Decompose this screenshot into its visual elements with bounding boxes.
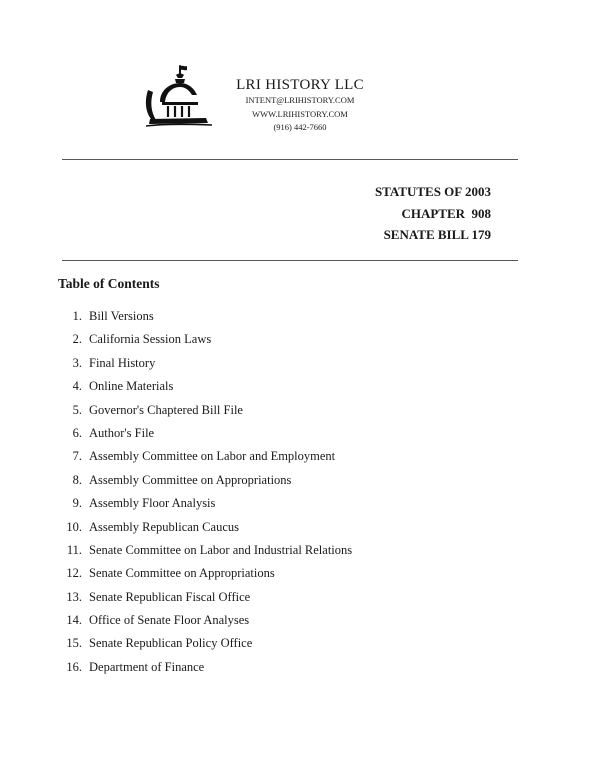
statute-bill: SENATE BILL 179 bbox=[383, 227, 491, 242]
toc-item bbox=[60, 635, 352, 658]
toc-item-label: Assembly Floor Analysis bbox=[89, 496, 216, 511]
toc-item-label: Assembly Committee on Labor and Employment bbox=[89, 449, 336, 464]
toc-item bbox=[60, 331, 352, 354]
toc-item-label: California Session Laws bbox=[89, 332, 212, 347]
toc-item-number: 5. bbox=[72, 402, 82, 417]
toc-item bbox=[60, 378, 352, 401]
toc-item-number: 1. bbox=[72, 309, 82, 323]
statute-year: STATUTES OF 2003 bbox=[374, 184, 491, 199]
toc-item-label: Senate Republican Fiscal Office bbox=[89, 589, 251, 604]
toc-item-number: 2. bbox=[72, 332, 82, 347]
toc-item-label: Online Materials bbox=[89, 379, 174, 394]
toc-item-number: 15. bbox=[66, 636, 82, 651]
toc-item bbox=[60, 519, 352, 542]
toc-item-number: 7. bbox=[72, 449, 82, 464]
statute-block bbox=[375, 181, 491, 246]
toc-item-number: 13. bbox=[66, 589, 82, 604]
divider-top bbox=[62, 159, 518, 160]
toc-item bbox=[60, 659, 352, 682]
toc-item-label: Final History bbox=[89, 355, 156, 370]
toc-item bbox=[60, 448, 352, 471]
company-info bbox=[220, 76, 380, 135]
toc-item-label: Governor's Chaptered Bill File bbox=[89, 402, 243, 417]
company-phone: (916) 442-7660 bbox=[273, 122, 327, 132]
toc-item-number: 14. bbox=[66, 613, 82, 628]
toc-item-number: 6. bbox=[72, 425, 82, 440]
toc-list bbox=[60, 308, 352, 682]
toc-item-label: Office of Senate Floor Analyses bbox=[89, 613, 250, 628]
toc-item bbox=[60, 542, 352, 565]
company-website: WWW.LRIHISTORY.COM bbox=[252, 108, 348, 119]
statute-chapter: CHAPTER 908 bbox=[401, 205, 491, 221]
toc-item-number: 16. bbox=[66, 659, 82, 674]
toc-item bbox=[60, 565, 352, 588]
divider-bottom bbox=[62, 260, 518, 261]
toc-item-label: Department of Finance bbox=[89, 659, 205, 674]
toc-item bbox=[60, 425, 352, 448]
toc-item-label: Senate Committee on Appropriations bbox=[89, 566, 275, 581]
toc-item-label: Author's File bbox=[89, 425, 155, 440]
toc-item-number: 12. bbox=[66, 566, 82, 581]
toc-item bbox=[60, 402, 352, 425]
toc-item bbox=[60, 308, 352, 331]
toc-item bbox=[60, 589, 352, 612]
toc-item-label: Senate Republican Policy Office bbox=[89, 636, 253, 651]
toc-item-label: Assembly Committee on Appropriations bbox=[89, 472, 292, 487]
toc-item-number: 8. bbox=[72, 472, 82, 487]
toc-item-number: 10. bbox=[66, 519, 82, 534]
toc-item-label: Bill Versions bbox=[89, 309, 154, 323]
toc-item-number: 11. bbox=[66, 542, 82, 557]
toc-item bbox=[60, 355, 352, 378]
toc-title: Table of Contents bbox=[58, 276, 160, 291]
capitol-dome-icon bbox=[142, 62, 214, 140]
toc-item bbox=[60, 472, 352, 495]
toc-item bbox=[60, 495, 352, 518]
toc-item bbox=[60, 612, 352, 635]
company-name: LRI HISTORY LLC bbox=[236, 77, 364, 93]
company-email: INTENT@LRIHISTORY.COM bbox=[245, 95, 355, 105]
toc-item-label: Assembly Republican Caucus bbox=[89, 519, 239, 534]
toc-item-number: 3. bbox=[72, 355, 82, 370]
toc-item-label: Senate Committee on Labor and Industrial Relations bbox=[89, 542, 353, 557]
toc-item-number: 4. bbox=[72, 379, 82, 394]
toc-item-number: 9. bbox=[72, 496, 82, 511]
